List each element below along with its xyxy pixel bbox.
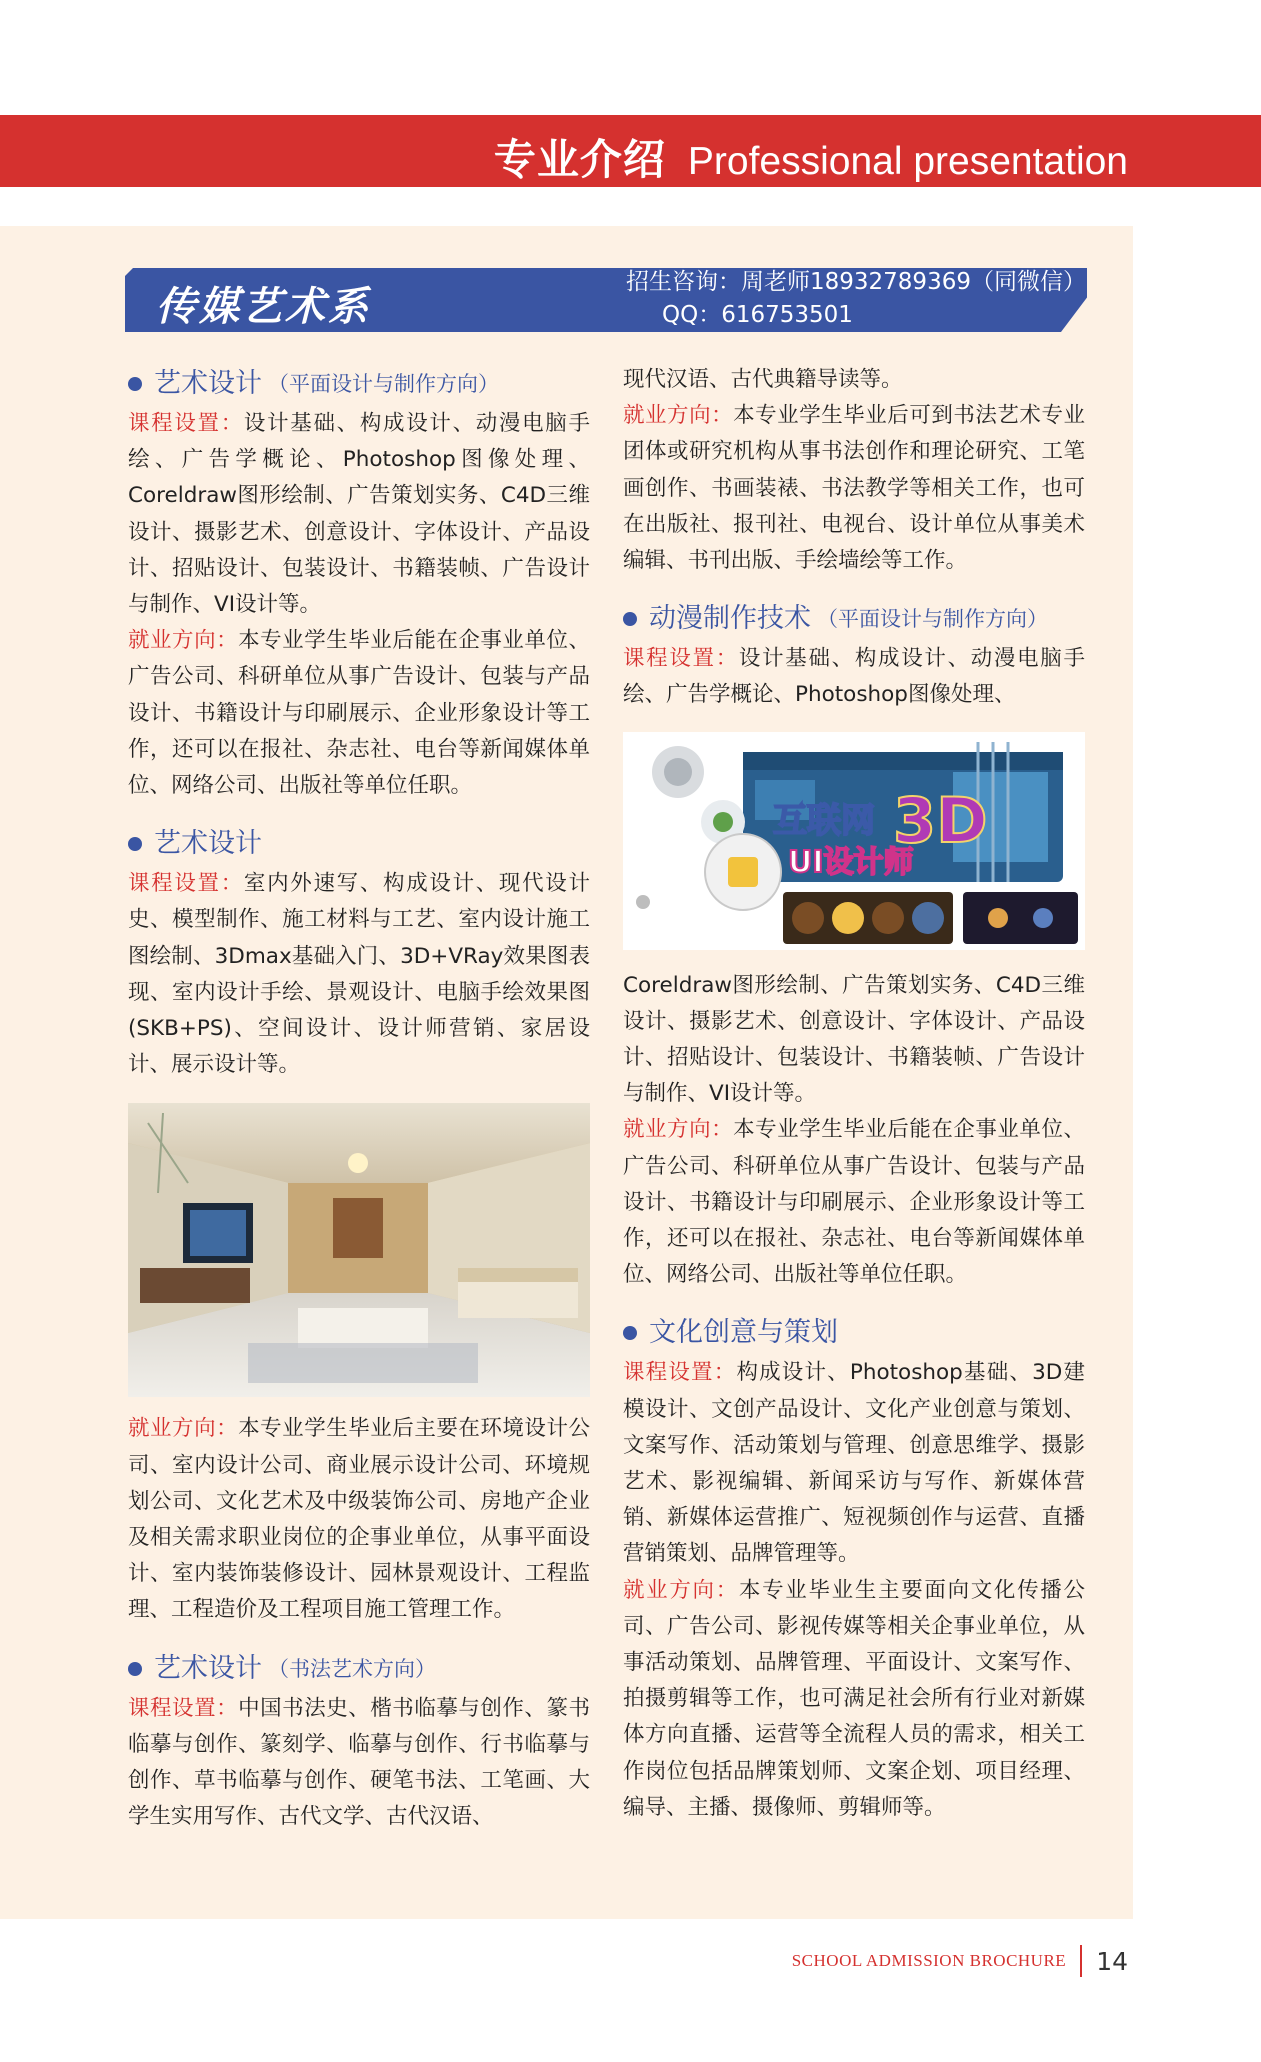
career-label: 就业方向： xyxy=(128,628,239,654)
right-column xyxy=(623,362,1085,1826)
career-text: 本专业学生毕业后可到书法艺术专业团体或研究机构从事书法创作和理论研究、工笔画创作、书画装裱、书法教学等相关工作，也可在出版社、报刊社、电视台、设计单位从事美术编辑、书刊出版、手绘墙绘等工作。 xyxy=(623,403,1085,574)
major-heading-art-design-calligraphy xyxy=(128,1649,590,1689)
bullet-dot-icon xyxy=(623,612,637,626)
page-number: 14 xyxy=(1096,1946,1128,1976)
major-name: 动漫制作技术 xyxy=(649,603,811,635)
department-contact xyxy=(626,266,1086,332)
career-paragraph xyxy=(128,1411,590,1628)
bullet-dot-icon xyxy=(128,1662,142,1676)
bullet-dot-icon xyxy=(128,837,142,851)
section-title-zh: 专业介绍 xyxy=(493,135,666,184)
career-label: 就业方向： xyxy=(128,1416,239,1442)
courses-continued: Coreldraw图形绘制、广告策划实务、C4D三维设计、摄影艺术、创意设计、字体设计、产品设计、招贴设计、包装设计、书籍装帧、广告设计与制作、VI设计等。 xyxy=(623,972,1085,1107)
career-text: 本专业学生毕业后能在企事业单位、广告公司、科研单位从事广告设计、包装与产品设计、书籍设计与印刷展示、企业形象设计等工作，还可以在报社、杂志社、电台等新闻媒体单位、网络公司、出版社等单位任职。 xyxy=(623,1117,1085,1288)
courses-label: 课程设置： xyxy=(128,871,244,897)
graphic-text-internet: 互联网 xyxy=(773,800,875,841)
bullet-dot-icon xyxy=(623,1326,637,1340)
courses-text: 室内外速写、构成设计、现代设计史、模型制作、施工材料与工艺、室内设计施工图绘制、3Dmax基础入门、3D+VRay效果图表现、室内设计手绘、景观设计、电脑手绘效果图(SKB+PS)、空间设计、设计师营销、家居设计、展示设计等。 xyxy=(128,871,590,1078)
graphic-text-3d: 3D xyxy=(893,783,988,857)
contact-qq: QQ：616753501 xyxy=(662,302,853,328)
brochure-label: SCHOOL ADMISSION BROCHURE xyxy=(791,1951,1067,1970)
section-title xyxy=(493,127,1128,184)
major-name: 文化创意与策划 xyxy=(649,1317,838,1349)
major-direction: （平面设计与制作方向） xyxy=(817,607,1048,632)
major-name: 艺术设计 xyxy=(154,828,262,860)
ui-designer-graphic xyxy=(623,732,1085,950)
graphic-text-ui-designer: UI设计师 xyxy=(788,844,914,880)
footer-divider xyxy=(1080,1945,1082,1977)
courses-label: 课程设置： xyxy=(128,411,244,436)
bullet-dot-icon xyxy=(128,377,142,391)
major-direction: （书法艺术方向） xyxy=(268,1656,436,1681)
section-title-en: Professional presentation xyxy=(687,140,1128,183)
interior-design-photo xyxy=(128,1103,590,1397)
career-paragraph xyxy=(623,1112,1085,1293)
courses-paragraph xyxy=(623,641,1085,713)
career-text: 本专业毕业生主要面向文化传播公司、广告公司、影视传媒等相关企事业单位，从事活动策划、品牌管理、平面设计、文案写作、拍摄剪辑等工作，也可满足社会所有行业对新媒体方向直播、运营等全流程人员的需求，相关工作岗位包括品牌策划师、文案企划、项目经理、编导、主播、摄像师、剪辑师等。 xyxy=(623,1577,1085,1820)
career-text: 本专业学生毕业后主要在环境设计公司、室内设计公司、商业展示设计公司、环境规划公司、文化艺术及中级装饰公司、房地产企业及相关需求职业岗位的企事业单位，从事平面设计、室内装饰装修设计、园林景观设计、工程监理、工程造价及工程项目施工管理工作。 xyxy=(128,1416,590,1623)
courses-paragraph xyxy=(128,406,590,623)
courses-text: 设计基础、构成设计、动漫电脑手绘、广告学概论、Photoshop图像处理、Coreldraw图形绘制、广告策划实务、C4D三维设计、摄影艺术、创意设计、字体设计、产品设计、招贴设计、包装设计、书籍装帧、广告设计与制作、VI设计等。 xyxy=(128,411,590,618)
career-paragraph xyxy=(623,1573,1085,1826)
courses-text: 设计基础、构成设计、动漫电脑手绘、广告学概论、Photoshop图像处理、 xyxy=(623,646,1085,708)
major-heading-animation xyxy=(623,599,1085,639)
career-paragraph xyxy=(128,623,590,804)
major-heading-art-design-interior xyxy=(128,824,590,864)
career-paragraph xyxy=(623,398,1085,579)
courses-paragraph xyxy=(128,866,590,1083)
department-name: 传媒艺术系 xyxy=(156,284,371,330)
major-name: 艺术设计 xyxy=(154,367,262,399)
courses-label: 课程设置： xyxy=(623,646,739,672)
section-header-bar xyxy=(0,115,1261,187)
major-direction: （平面设计与制作方向） xyxy=(268,371,499,396)
career-label: 就业方向： xyxy=(623,403,734,429)
courses-text: 构成设计、Photoshop基础、3D建模设计、文创产品设计、文化产业创意与策划、文案写作、活动策划与管理、创意思维学、摄影艺术、影视编辑、新闻采访与写作、新媒体营销、新媒体运营推广、短视频创作与运营、直播营销策划、品牌管理等。 xyxy=(623,1360,1085,1567)
contact-phone: 招生咨询：周老师18932789369（同微信） xyxy=(626,269,1086,295)
major-heading-cultural-creative xyxy=(623,1313,1085,1353)
left-column xyxy=(128,364,590,1835)
page-footer xyxy=(792,1943,1128,1979)
major-heading-art-design-graphic xyxy=(128,364,590,404)
career-text: 本专业学生毕业后能在企事业单位、广告公司、科研单位从事广告设计、包装与产品设计、书籍设计与印刷展示、企业形象设计等工作，还可以在报社、杂志社、电台等新闻媒体单位、网络公司、出版社等单位任职。 xyxy=(128,628,590,799)
courses-label: 课程设置： xyxy=(128,1695,239,1721)
courses-label: 课程设置： xyxy=(623,1360,737,1386)
courses-paragraph xyxy=(128,1691,590,1836)
courses-continued: 现代汉语、古代典籍导读等。 xyxy=(623,367,903,392)
courses-paragraph xyxy=(623,1355,1085,1572)
career-label: 就业方向： xyxy=(623,1117,734,1143)
major-name: 艺术设计 xyxy=(154,1652,262,1684)
career-label: 就业方向： xyxy=(623,1577,739,1603)
courses-text: 中国书法史、楷书临摹与创作、篆书临摹与创作、篆刻学、临摹与创作、行书临摹与创作、草书临摹与创作、硬笔书法、工笔画、大学生实用写作、古代文学、古代汉语、 xyxy=(128,1695,590,1830)
